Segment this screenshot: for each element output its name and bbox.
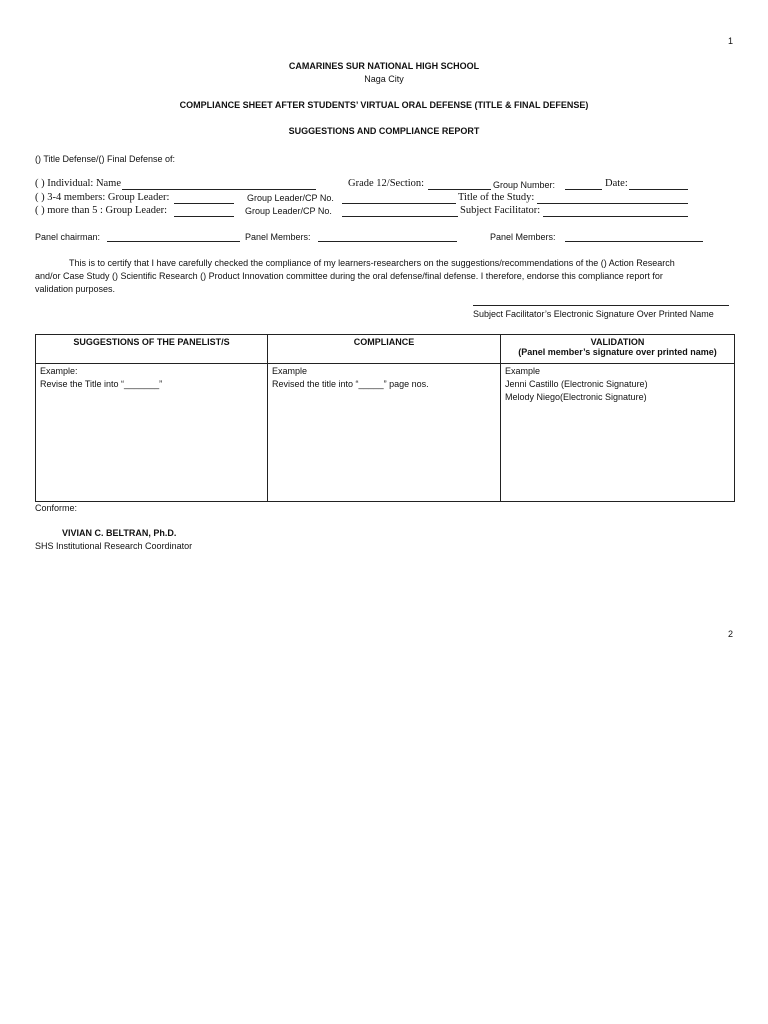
panel-members-label-2: Panel Members: <box>490 232 556 242</box>
subject-facilitator-label: Subject Facilitator: <box>460 205 541 216</box>
suggestion-text: Example: <box>40 366 78 376</box>
compliance-cell[interactable] <box>268 364 501 502</box>
table-row <box>36 364 735 502</box>
header-validation <box>501 335 735 364</box>
compliance-table <box>35 334 735 502</box>
group-leader-cp-field-1[interactable] <box>342 203 456 204</box>
header-suggestions: SUGGESTIONS OF THE PANELIST/S <box>36 335 268 364</box>
coordinator-position: SHS Institutional Research Coordinator <box>35 541 193 551</box>
table-header-row <box>36 335 735 364</box>
validation-cell[interactable] <box>501 364 735 502</box>
facilitator-signature-caption: Subject Facilitator’s Electronic Signature Over Printed Name <box>473 309 714 319</box>
document-subtitle: SUGGESTIONS AND COMPLIANCE REPORT <box>288 126 480 136</box>
grade-section-field[interactable] <box>428 189 491 190</box>
individual-name-label: ( ) Individual: Name <box>35 178 122 189</box>
panel-members-label-1: Panel Members: <box>245 232 311 242</box>
validation-text: Jenni Castillo (Electronic Signature) <box>505 379 648 389</box>
validation-text: Melody Niego(Electronic Signature) <box>505 392 647 402</box>
date-label: Date: <box>605 178 628 189</box>
grade-section-label: Grade 12/Section: <box>348 178 425 189</box>
certification-line-3: validation purposes. <box>35 284 116 294</box>
suggestion-text: Revise the Title into “_______” <box>40 379 163 389</box>
group-number-label: Group Number: <box>493 180 556 190</box>
more-than-five-label: ( ) more than 5 : Group Leader: <box>35 205 168 216</box>
panel-members-field-2[interactable] <box>565 241 703 242</box>
city-name: Naga City <box>364 74 404 84</box>
page-number-1: 1 <box>728 36 734 46</box>
header-compliance: COMPLIANCE <box>268 335 501 364</box>
group-leader-cp-label-1: Group Leader/CP No. <box>247 193 334 203</box>
individual-name-field[interactable] <box>122 189 316 190</box>
group-leader-field-1[interactable] <box>174 203 234 204</box>
panel-chairman-label: Panel chairman: <box>35 232 101 242</box>
group-leader-field-2[interactable] <box>174 216 234 217</box>
defense-type-line: () Title Defense/() Final Defense of: <box>35 154 176 164</box>
group-number-field[interactable] <box>565 189 602 190</box>
date-field[interactable] <box>629 189 688 190</box>
suggestions-cell[interactable] <box>36 364 268 502</box>
group-leader-cp-label-2: Group Leader/CP No. <box>245 206 332 216</box>
panel-members-field-1[interactable] <box>318 241 457 242</box>
three-four-members-label: ( ) 3-4 members: Group Leader: <box>35 192 170 203</box>
validation-text: Example <box>505 366 541 376</box>
group-leader-cp-field-2[interactable] <box>342 216 458 217</box>
title-of-study-field[interactable] <box>537 203 688 204</box>
header-validation-subtitle: (Panel member’s signature over printed name) <box>518 347 717 357</box>
certification-line-2: and/or Case Study () Scientific Research () Product Innovation committee during the oral defense/final defense. I therefore, endorse this compliance report for <box>35 271 663 281</box>
certification-line-1: This is to certify that I have carefully checked the compliance of my learners-researchers on the suggestions/recommendations of the () Action Research <box>69 258 675 268</box>
document-title: COMPLIANCE SHEET AFTER STUDENTS’ VIRTUAL ORAL DEFENSE (TITLE & FINAL DEFENSE) <box>179 100 589 110</box>
school-name: CAMARINES SUR NATIONAL HIGH SCHOOL <box>288 61 480 71</box>
coordinator-name: VIVIAN C. BELTRAN, Ph.D. <box>62 528 177 538</box>
conforme-label: Conforme: <box>35 503 78 513</box>
facilitator-signature-line[interactable] <box>473 305 729 306</box>
compliance-text: Example <box>272 366 308 376</box>
compliance-text: Revised the title into “_____” page nos. <box>272 379 429 389</box>
header-validation-title: VALIDATION <box>590 337 645 347</box>
page-number-2: 2 <box>728 629 734 639</box>
title-of-study-label: Title of the Study: <box>458 192 535 203</box>
panel-chairman-field[interactable] <box>107 241 240 242</box>
subject-facilitator-field[interactable] <box>543 216 688 217</box>
